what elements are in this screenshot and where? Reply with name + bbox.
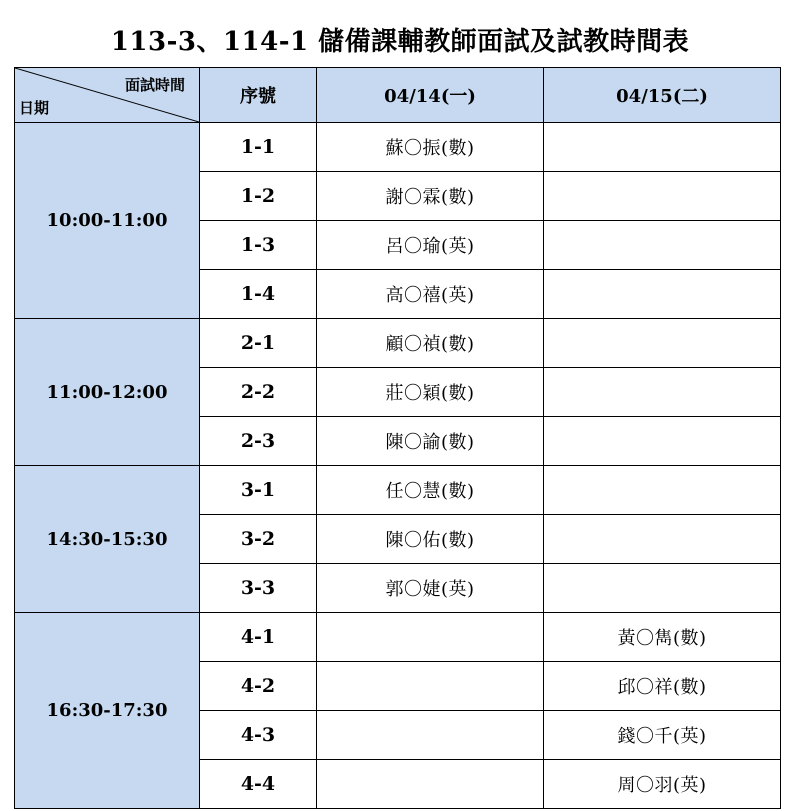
seq-cell: 1-2 (200, 172, 317, 221)
seq-cell: 4-2 (200, 662, 317, 711)
day2-candidate-cell (544, 368, 781, 417)
header-row (15, 68, 781, 123)
day1-candidate-cell: 謝〇霖(數) (317, 172, 544, 221)
day2-candidate-cell: 邱〇祥(數) (544, 662, 781, 711)
day1-candidate-cell (317, 711, 544, 760)
day1-candidate-cell: 蘇〇振(數) (317, 123, 544, 172)
seq-cell: 1-3 (200, 221, 317, 270)
corner-header-cell (15, 68, 200, 123)
day2-candidate-cell: 黃〇雋(數) (544, 613, 781, 662)
day1-candidate-cell (317, 760, 544, 809)
day2-candidate-cell (544, 515, 781, 564)
table-row (15, 319, 781, 368)
day1-candidate-cell: 陳〇佑(數) (317, 515, 544, 564)
seq-cell: 4-1 (200, 613, 317, 662)
day2-candidate-cell (544, 270, 781, 319)
seq-cell: 2-3 (200, 417, 317, 466)
time-slot-cell: 16:30-17:30 (15, 613, 200, 809)
time-slot-cell: 14:30-15:30 (15, 466, 200, 613)
day1-candidate-cell: 高〇禧(英) (317, 270, 544, 319)
day1-candidate-cell: 呂〇瑜(英) (317, 221, 544, 270)
day2-candidate-cell: 周〇羽(英) (544, 760, 781, 809)
seq-cell: 1-4 (200, 270, 317, 319)
header-day1: 04/14(一) (317, 68, 544, 123)
corner-label-interview-time: 面試時間 (124, 76, 185, 94)
day2-candidate-cell (544, 172, 781, 221)
day2-candidate-cell (544, 319, 781, 368)
page-title: 113-3、114-1 儲備課輔教師面試及試教時間表 (110, 27, 690, 57)
day2-candidate-cell (544, 564, 781, 613)
table-row (15, 613, 781, 662)
header-seq: 序號 (200, 68, 317, 123)
seq-cell: 3-1 (200, 466, 317, 515)
day2-candidate-cell (544, 123, 781, 172)
table-row (15, 466, 781, 515)
seq-cell: 4-4 (200, 760, 317, 809)
seq-cell: 3-2 (200, 515, 317, 564)
time-slot-cell: 10:00-11:00 (15, 123, 200, 319)
day1-candidate-cell (317, 662, 544, 711)
day1-candidate-cell: 陳〇諭(數) (317, 417, 544, 466)
schedule-table (14, 67, 781, 809)
day1-candidate-cell (317, 613, 544, 662)
day1-candidate-cell: 顧〇禎(數) (317, 319, 544, 368)
day1-candidate-cell: 莊〇穎(數) (317, 368, 544, 417)
day1-candidate-cell: 郭〇婕(英) (317, 564, 544, 613)
day2-candidate-cell (544, 417, 781, 466)
corner-label-date: 日期 (19, 99, 50, 117)
seq-cell: 2-2 (200, 368, 317, 417)
table-row (15, 123, 781, 172)
day2-candidate-cell (544, 466, 781, 515)
day2-candidate-cell: 錢〇千(英) (544, 711, 781, 760)
seq-cell: 1-1 (200, 123, 317, 172)
header-day2: 04/15(二) (544, 68, 781, 123)
seq-cell: 4-3 (200, 711, 317, 760)
day2-candidate-cell (544, 221, 781, 270)
time-slot-cell: 11:00-12:00 (15, 319, 200, 466)
day1-candidate-cell: 任〇慧(數) (317, 466, 544, 515)
seq-cell: 2-1 (200, 319, 317, 368)
seq-cell: 3-3 (200, 564, 317, 613)
